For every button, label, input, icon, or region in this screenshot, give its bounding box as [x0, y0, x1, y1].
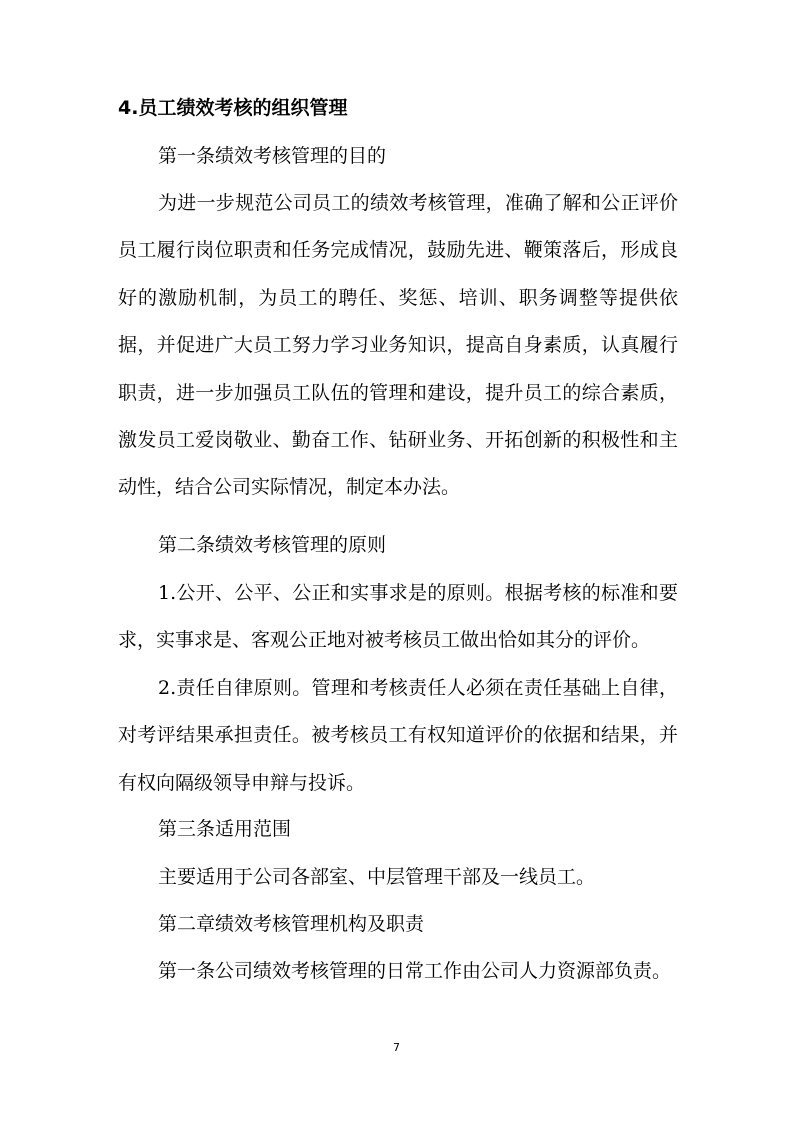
article-2-title: 第二条绩效考核管理的原则	[158, 534, 387, 556]
principle-1: 1.公开、公平、公正和实事求是的原则。根据考核的标准和要求，实事求是、客观公正地对被考核员工做出恰如其分的评价。	[118, 582, 678, 652]
article-3-body: 主要适用于公司各部室、中层管理干部及一线员工。	[158, 866, 596, 888]
chapter-2-title: 第二章绩效考核管理机构及职责	[158, 913, 425, 935]
article-1-body: 为进一步规范公司员工的绩效考核管理，准确了解和公正评价员工履行岗位职责和任务完成情况，鼓励先进、鞭策落后，形成良好的激励机制，为员工的聘任、奖惩、培训、职务调整等提供依据，并促进广大员工努力学习业务知识，提高自身素质，认真履行职责，进一步加强员工队伍的管理和建设，提升员工的综合素质，激发员工爱岗敬业、勤奋工作、钻研业务、开拓创新的积极性和主动性，结合公司实际情况，制定本办法。	[118, 192, 678, 499]
principle-2: 2.责任自律原则。管理和考核责任人必须在责任基础上自律，对考评结果承担责任。被考核员工有权知道评价的依据和结果，并有权向隔级领导申辩与投诉。	[118, 677, 678, 794]
section-heading: 4.员工绩效考核的组织管理	[118, 97, 348, 119]
article-1-title: 第一条绩效考核管理的目的	[158, 145, 387, 167]
chapter-2-article-1: 第一条公司绩效考核管理的日常工作由公司人力资源部负责。	[158, 960, 672, 982]
page-number: 7	[393, 1041, 400, 1054]
article-3-title: 第三条适用范围	[158, 818, 292, 840]
